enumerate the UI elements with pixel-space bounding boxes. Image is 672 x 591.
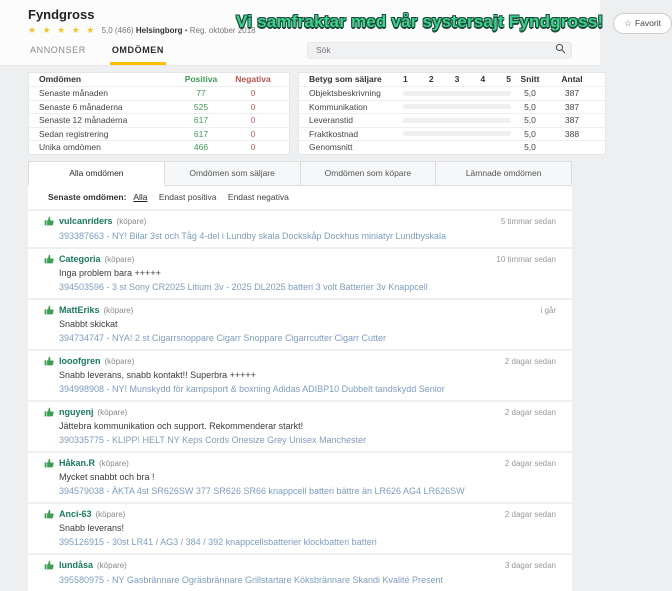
summary-row-label: Senaste månaden xyxy=(39,88,108,99)
review-username-link[interactable]: looofgren xyxy=(59,356,101,366)
review-role: (köpare) xyxy=(103,305,134,315)
review-item xyxy=(28,402,572,451)
rating-avg: 5,0 xyxy=(524,88,536,99)
review-item-link[interactable]: 395580975 - NY Gasbrännare Ogräsbrännare Grillstartare Köksbrännare Skandi Kvalité Present xyxy=(59,574,444,585)
scale-1: 1 xyxy=(403,74,408,85)
review-filter-tabs xyxy=(28,161,572,186)
seller-location: Helsingborg xyxy=(135,26,183,35)
review-item-link[interactable]: 394579038 - ÄKTA 4st SR626SW 377 SR626 SR66 knappcell batteri bättre än LR626 AG4 LR626SW xyxy=(59,485,465,496)
seller-info xyxy=(28,7,256,36)
review-item-link[interactable]: 394503596 - 3 st Sony CR2025 Litium 3v - 2025 DL2025 batteri 3 volt Batterier 3v Knappcell xyxy=(59,281,428,292)
rating-value: 5,0 (466) xyxy=(101,26,134,35)
search-input[interactable] xyxy=(307,42,572,59)
rating-count: 387 xyxy=(564,88,580,99)
positive-count: 617 xyxy=(193,115,209,126)
rating-row xyxy=(299,100,605,114)
rating-average-row xyxy=(299,140,605,154)
summary-row-label: Senaste 6 månaderna xyxy=(39,101,123,112)
tab-lamnade-omdomen[interactable]: Lämnade omdömen xyxy=(436,161,572,186)
review-comment: Snabbt skickat xyxy=(59,318,118,329)
review-item xyxy=(28,555,572,591)
filter-endast-positiva[interactable]: Endast positiva xyxy=(158,191,217,202)
review-role: (köpare) xyxy=(97,407,128,417)
thumbs-up-icon xyxy=(44,254,54,264)
negative-count: 0 xyxy=(250,101,256,112)
ratings-title: Betyg som säljare xyxy=(309,74,382,85)
scale-5: 5 xyxy=(506,74,511,85)
negative-count: 0 xyxy=(250,88,256,99)
avg-column-header: Snitt xyxy=(520,74,540,85)
thumbs-up-icon xyxy=(44,356,54,366)
tab-alla-omdomen[interactable]: Alla omdömen xyxy=(28,161,165,186)
rating-scale xyxy=(403,74,511,84)
favorite-button[interactable] xyxy=(613,13,672,34)
count-column-header: Antal xyxy=(561,74,583,85)
page-header xyxy=(0,0,661,66)
rating-row-label: Kommunikation xyxy=(309,101,368,112)
summary-row-label: Unika omdömen xyxy=(39,142,101,153)
review-filter-bar xyxy=(28,186,572,209)
review-timestamp: i går xyxy=(540,305,556,315)
rating-count: 387 xyxy=(564,101,580,112)
favorite-label: Favorit xyxy=(634,18,661,28)
filter-alla[interactable]: Alla xyxy=(133,191,148,202)
positive-count: 466 xyxy=(193,142,209,153)
review-item xyxy=(28,249,572,298)
review-item xyxy=(28,211,572,247)
summary-row xyxy=(29,113,289,127)
rating-avg: 5,0 xyxy=(524,115,536,126)
review-comment: Snabb leverans, snabb kontakt!! Superbra +++++ xyxy=(59,369,256,380)
thumbs-up-icon xyxy=(44,407,54,417)
summary-row-label: Sedan registrering xyxy=(39,128,109,139)
review-role: (köpare) xyxy=(116,216,147,226)
scale-4: 4 xyxy=(480,74,486,85)
review-role: (köpare) xyxy=(99,458,129,468)
review-item xyxy=(28,351,572,400)
positive-count: 525 xyxy=(193,101,209,112)
rating-row-label: Fraktkostnad xyxy=(309,128,359,139)
thumbs-up-icon xyxy=(44,458,54,468)
promo-banner: Vi samfraktar med vår systersajt Fyndgross! xyxy=(236,12,604,31)
rating-row-label: Leveranstid xyxy=(309,115,353,126)
rating-count: 387 xyxy=(564,115,580,126)
review-username-link[interactable]: Håkan.R xyxy=(59,458,96,468)
search-icon xyxy=(555,43,566,54)
summary-row xyxy=(29,86,289,100)
rating-avg: 5,0 xyxy=(524,101,536,112)
tab-omdomen-som-kopare[interactable]: Omdömen som köpare xyxy=(301,161,437,186)
review-timestamp: 2 dagar sedan xyxy=(504,458,556,468)
review-role: (köpare) xyxy=(95,509,126,519)
rating-row xyxy=(299,113,605,127)
summary-row xyxy=(29,127,289,141)
average-row-label: Genomsnitt xyxy=(309,142,353,153)
tab-annonser[interactable]: ANNONSER xyxy=(30,44,86,55)
review-timestamp: 10 timmar sedan xyxy=(496,254,556,264)
positive-column-header: Positiva xyxy=(184,74,218,85)
rating-bar xyxy=(403,104,511,109)
review-username-link[interactable]: nguyenj xyxy=(59,407,94,417)
tab-omdomen[interactable]: OMDÖMEN xyxy=(110,41,166,65)
star-rating-icons: ★ ★ ★ ★ ★ xyxy=(28,25,97,35)
negative-count: 0 xyxy=(250,128,256,139)
review-item-link[interactable]: 390335775 - KLIPP! HELT NY Keps Cords Onesize Grey Unisex Manchester xyxy=(59,434,367,445)
review-role: (köpare) xyxy=(97,560,127,570)
rating-count: 388 xyxy=(564,128,580,139)
review-item-link[interactable]: 394998908 - NY! Munskydd för kampsport & boxning Adidas ADIBP10 Dubbelt tandskydd Senior xyxy=(59,383,445,394)
review-item-link[interactable]: 394734747 - NYA! 2 st Cigarrsnoppare Cigarr Snoppare Cigarrcutter Cigarr Cutter xyxy=(59,332,386,343)
review-timestamp: 3 dagar sedan xyxy=(504,560,556,570)
registration-date: • Reg. oktober 2018 xyxy=(184,26,256,35)
positive-count: 77 xyxy=(196,88,206,99)
review-comment: Jättebra kommunikation och support. Rekommenderar starkt! xyxy=(59,420,304,431)
review-role: (köpare) xyxy=(104,356,135,366)
seller-name: Fyndgross xyxy=(28,7,95,22)
review-timestamp: 2 dagar sedan xyxy=(504,407,556,417)
review-username-link[interactable]: MattEriks xyxy=(59,305,100,315)
thumbs-up-icon xyxy=(44,509,54,519)
favorite-star-icon: ☆ xyxy=(624,18,632,28)
review-item-link[interactable]: 395126915 - 30st LR41 / AG3 / 384 / 392 knappcellsbatterier klockbatteri batteri xyxy=(59,536,377,547)
seller-ratings-card xyxy=(298,72,606,155)
positive-count: 617 xyxy=(193,128,209,139)
summary-row-label: Senaste 12 månaderna xyxy=(39,115,128,126)
negative-count: 0 xyxy=(250,115,256,126)
review-timestamp: 2 dagar sedan xyxy=(504,509,556,519)
thumbs-up-icon xyxy=(44,560,54,570)
review-timestamp: 2 dagar sedan xyxy=(504,356,556,366)
review-comment: Snabb leverans! xyxy=(59,522,125,533)
rating-avg: 5,0 xyxy=(524,128,536,139)
summary-row xyxy=(29,100,289,114)
review-item xyxy=(28,453,572,502)
thumbs-up-icon xyxy=(44,305,54,315)
rating-row xyxy=(299,86,605,100)
negative-count: 0 xyxy=(250,142,256,153)
review-comment: Inga problem bara +++++ xyxy=(59,267,161,278)
review-item xyxy=(28,504,572,553)
feedback-summary-card xyxy=(28,72,290,155)
scale-2: 2 xyxy=(428,74,434,85)
rating-row-label: Objektsbeskrivning xyxy=(309,88,381,99)
filter-endast-negativa[interactable]: Endast negativa xyxy=(227,191,289,202)
rating-bar xyxy=(403,131,511,136)
review-username-link[interactable]: lundåsa xyxy=(59,560,94,570)
seller-rating-line xyxy=(28,25,256,36)
review-username-link[interactable]: Anci-63 xyxy=(59,509,92,519)
rating-bar xyxy=(403,118,511,123)
scale-3: 3 xyxy=(454,74,460,85)
rating-bar xyxy=(403,91,511,96)
review-list xyxy=(28,211,572,591)
review-item-link[interactable]: 393387663 - NY! Bilar 3st och Tåg 4-del i Lundby skala Dockskåp Dockhus miniatyr Lundbyskala xyxy=(59,230,447,241)
search-box xyxy=(307,40,572,59)
review-username-link[interactable]: vulcanriders xyxy=(59,216,113,226)
rating-row xyxy=(299,127,605,141)
summary-row xyxy=(29,140,289,154)
summary-title: Omdömen xyxy=(39,74,82,85)
average-value: 5,0 xyxy=(524,142,536,153)
thumbs-up-icon xyxy=(44,216,54,226)
negative-column-header: Negativa xyxy=(235,74,271,85)
filter-label: Senaste omdömen: xyxy=(48,191,127,202)
review-username-link[interactable]: Categoria xyxy=(59,254,101,264)
review-timestamp: 5 timmar sedan xyxy=(500,216,556,226)
main-tab-bar xyxy=(28,41,166,65)
tab-omdomen-som-saljare[interactable]: Omdömen som säljare xyxy=(165,161,301,186)
review-item xyxy=(28,300,572,349)
review-comment: Mycket snabbt och bra ! xyxy=(59,471,155,482)
review-role: (köpare) xyxy=(104,254,135,264)
